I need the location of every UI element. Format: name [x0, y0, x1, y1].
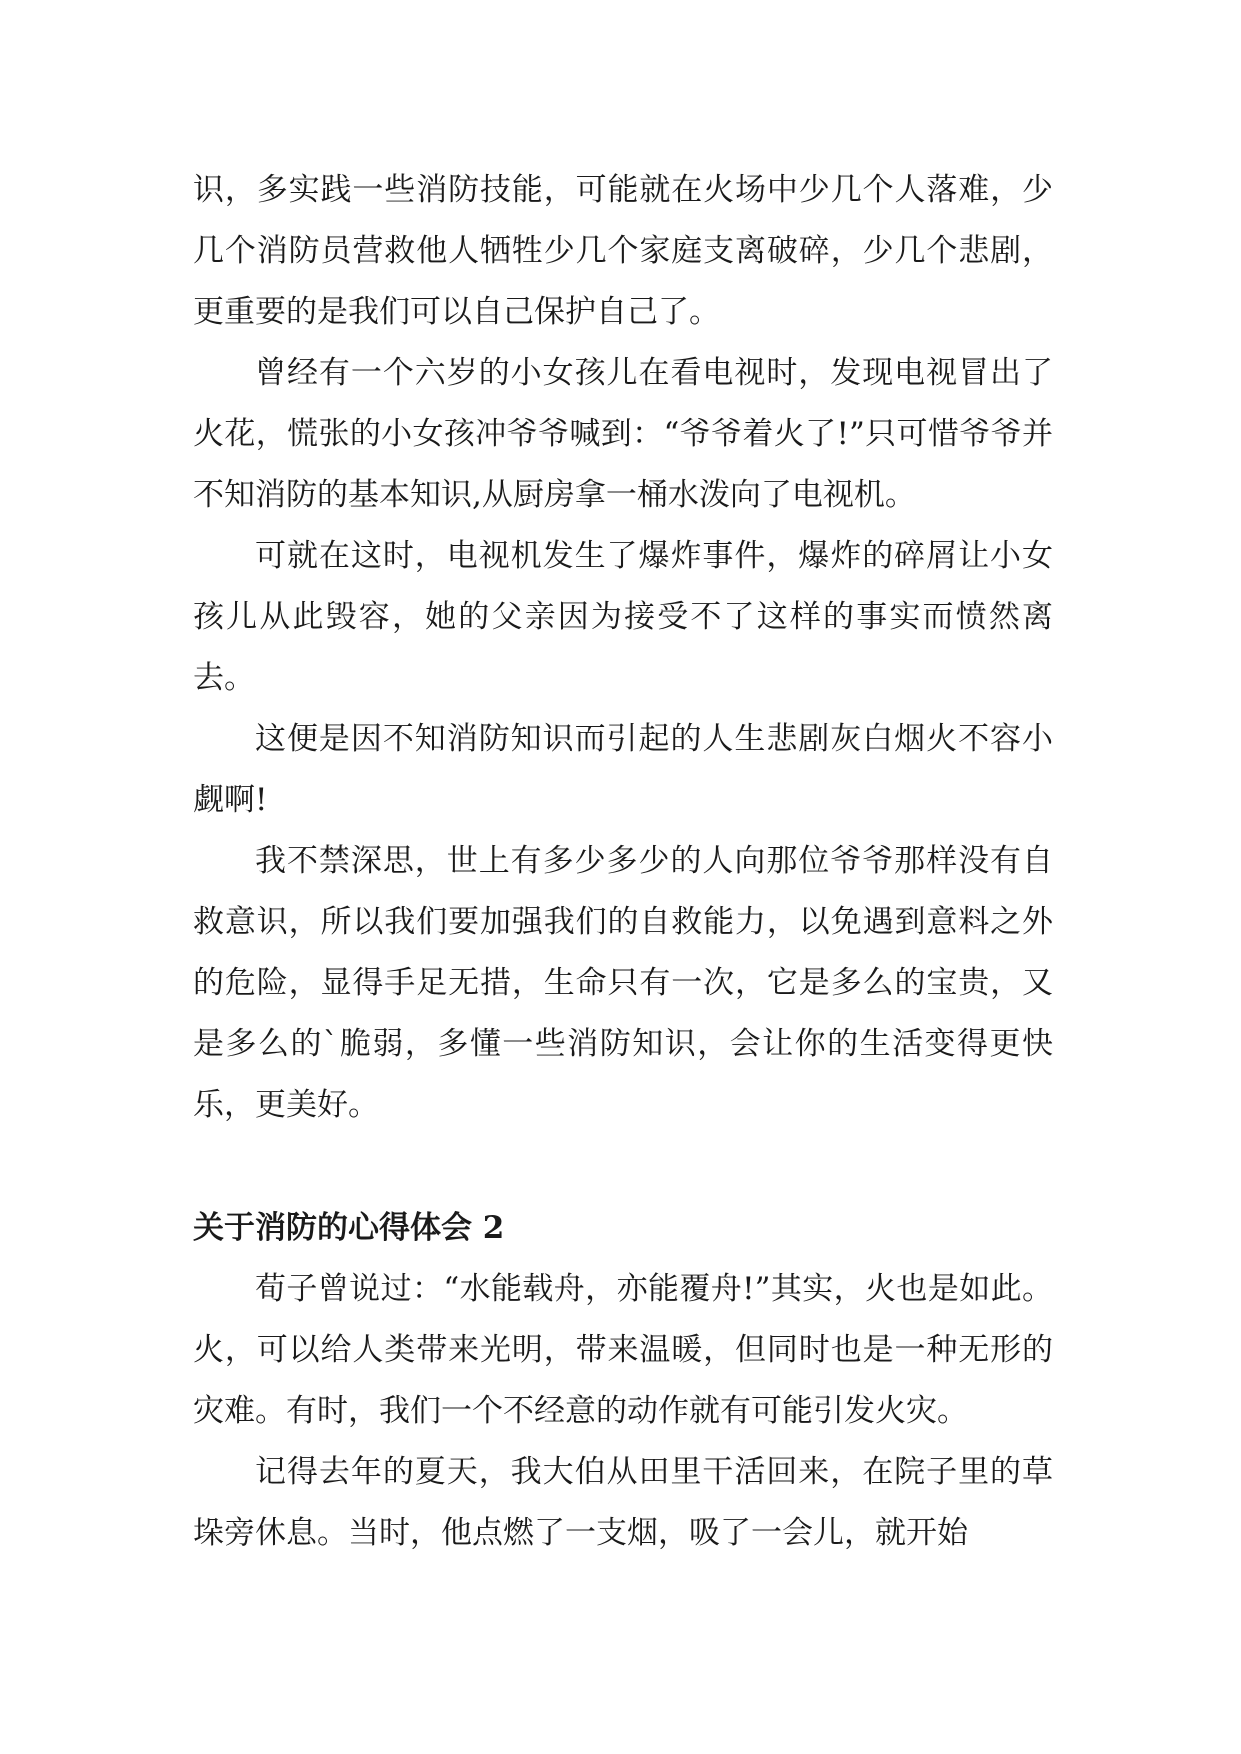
- document-body: [193, 160, 1053, 1564]
- section-title: 关于消防的心得体会 2: [193, 1210, 505, 1246]
- paragraph: 记得去年的夏天，我大伯从田里干活回来，在院子里的草垛旁休息。当时，他点燃了一支烟，吸了一会儿，就开始: [193, 1454, 1053, 1551]
- paragraph: 我不禁深思，世上有多少多少的人向那位爷爷那样没有自救意识，所以我们要加强我们的自救能力，以免遇到意料之外的危险，显得手足无措，生命只有一次，它是多么的宝贵，又是多么的`脆弱，多懂一些消防知识，会让你的生活变得更快乐，更美好。: [193, 843, 1053, 1123]
- paragraph-continued: 识，多实践一些消防技能，可能就在火场中少几个人落难，少几个消防员营救他人牺牲少几个家庭支离破碎，少几个悲剧，更重要的是我们可以自己保护自己了。: [193, 172, 1053, 330]
- paragraph: 荀子曾说过：“水能载舟，亦能覆舟!”其实，火也是如此。火，可以给人类带来光明，带来温暖，但同时也是一种无形的灾难。有时，我们一个不经意的动作就有可能引发火灾。: [193, 1271, 1053, 1429]
- paragraph: 这便是因不知消防知识而引起的人生悲剧灰白烟火不容小觑啊!: [193, 721, 1053, 818]
- paragraph: 曾经有一个六岁的小女孩儿在看电视时，发现电视冒出了火花，慌张的小女孩冲爷爷喊到：“爷爷着火了!”只可惜爷爷并不知消防的基本知识,从厨房拿一桶水泼向了电视机。: [193, 355, 1053, 513]
- paragraph: 可就在这时，电视机发生了爆炸事件，爆炸的碎屑让小女孩儿从此毁容，她的父亲因为接受不了这样的事实而愤然离去。: [193, 538, 1053, 696]
